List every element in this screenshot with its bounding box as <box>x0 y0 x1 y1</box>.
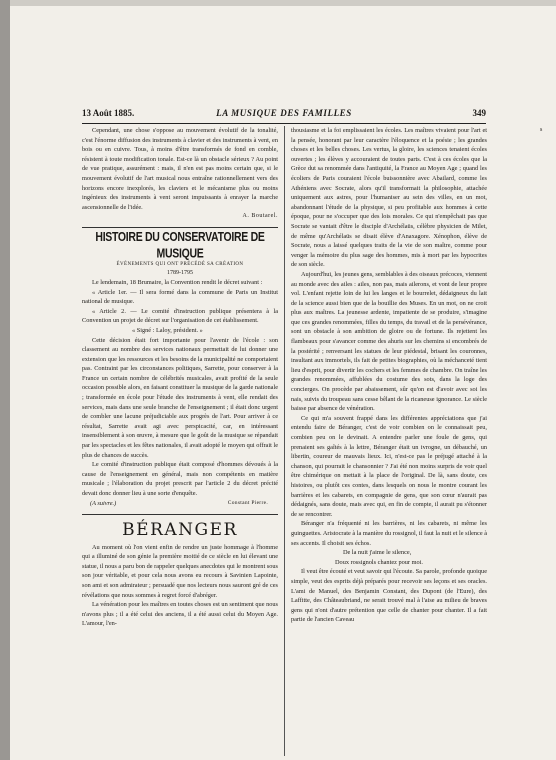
poem-line: Doux rossignols chantez pour moi. <box>335 558 423 566</box>
article-paragraph: Au moment où l'on vient enfin de rendre un juste hommage à l'homme qui a illuminé de son génie la première moitié de ce siècle en lui élevant une statue, il nous a paru bon de rappeler quelques anecdotes qui le montrent sous son jour véritable, et pour cela nous avons eu recours à Savinien Lapointe, son ami et son admirateur ; persuadé que nos lecteurs nous sauront gré de ces révélations que nous sommes à regret forcé d'abréger. <box>82 543 278 599</box>
poem-line: De la nuit j'aime le silence, <box>343 549 412 557</box>
article-paragraph: Le lendemain, 18 Brumaire, la Convention rendit le décret suivant : <box>92 278 263 286</box>
column-rule <box>284 126 285 756</box>
article-paragraph: Béranger n'a fréquenté ni les barrières, ni les cabarets, ni même les guinguettes. Aristocrate à la manière du rossignol, il faut la nuit et le silence à ses accents. Il choisit ses échos. <box>291 520 487 547</box>
conservatoire-subheading: ÉVÉNEMENTS QUI ONT PRÉCÉDÉ SA CRÉATION <box>116 261 244 267</box>
decree-article-1: « Article 1er. — Il sera formé dans la commune de Paris un Institut national de musique. <box>82 288 278 306</box>
corner-mark: s <box>540 127 543 133</box>
section-divider <box>82 514 278 515</box>
decree-signature: « Signé : Laloy, président. » <box>132 326 203 334</box>
article-paragraph: Cependant, une chose s'oppose au mouvement évolutif de la tonalité, c'est l'énorme diffusion des instruments à clavier et des instruments à vent, en bois ou en cuivre. Tous, à moins d'être transformés de fond en comble, résistent à toute modification tonale. Est-ce là un obstacle sérieux ? Au point de vue pratique, assurément : mais, il n'en est pas moins certain que, si le mouvement évolutif de l'art musical nous entraîne rationnellement vers des horizons encore inexplorés, les claviers et le mécanisme plus ou moins ingénieux des instruments à vent seront impuissants à enrayer la marche ascensionnelle de l'idée. <box>82 127 278 211</box>
section-divider <box>82 227 278 228</box>
article-paragraph: Le comité d'instruction publique était composé d'hommes dévoués à la cause de l'enseignement en général, mais non compétents en matière musicale ; l'élaboration du projet prescrit par l'article 2 du décret précité devait donc donner lieu à une sorte d'enquête. <box>82 461 278 497</box>
article-paragraph: thousiasme et la foi emplissaient les écoles. Les maîtres vivaient pour l'art et la pensée, honorant par leur caractère l'éloquence et la poésie ; les grandes choses et les belles choses. Les vertus, la gloire, les sciences tenaient écoles ouvertes ; les élèves y accouraient de toutes parts. C'est à ces écoles que la Grèce dut sa renommée dans l'antiquité, la France au Moyen Age ; quand les écoliers de Paris couraient l'école buissonnière avec Abailard, comme les Athéniens avec Socrate, alors qu'il transformait la philosophie, attachée uniquement aux astres, pour l'humaniser au sein des villes, en un mot, abandonnant l'étude de la physique, si peu profitable aux hommes à cette époque, pour ne s'occuper que des lois morales. Ce qui n'empêchait pas que Socrate se vantait d'être le disciple d'Archélaüs, célèbre physicien de Milet, de même qu'Archélaüs se disait élève d'Anaxagore. Xénophon, élève de Socrate, nous a laissé quelques traits de la vie de son maître, comme pour venger la mémoire du plus sage des hommes, mis à mort par les hypocrites de son siècle. <box>291 127 487 269</box>
article-paragraph: Aujourd'hui, les jeunes gens, semblables à des oiseaux précoces, viennent au monde avec des ailes : ailes, non pas, mais ailerons, et vont de leur propre vol. L'enfant rejette loin de lui les langes et le bourrelet, dédaigneux du lait de la science aussi bien que de la bouillie des Muses. En un mot, on ne croit plus aux maîtres. La jeunesse ardente, impatiente de se produire, s'imagine que ces grandes renommées, filles du temps, du travail et de la persévérance, sont un obstacle à son ambition de gloire ou de fortune. Ils rejettent les flambeaux pour s'avancer comme des ahuris sur les chemins si encombrés de la postérité ; renversant les statues de leur piédestal, brisant les couronnes, insultant aux immortels, ils fait de petites biographies, où la méchanceté tient lieu d'esprit, pour divertir les cochers et les femmes de chambre. On traîne les grandes renommées, affublées du costume des sots, dans la loge des concierges. On procède par abaissement, sûr qu'on est d'avoir avec soi les nais, suivis du troupeau sans cesse bêlant de la ricaneuse ignorance. Le siècle baisse par absence de vénération. <box>291 270 487 413</box>
author-signature: Constant Pierre. <box>227 499 268 506</box>
page-number: 349 <box>472 108 486 118</box>
decree-article-2: « Article 2. — Le comité d'instruction publique présentera à la Convention un projet de décret sur l'organisation de cet établissement. <box>82 307 278 325</box>
header-rule <box>82 123 486 124</box>
page-header <box>82 108 486 122</box>
continuation-row <box>82 499 278 509</box>
left-column <box>82 126 278 629</box>
author-signature: A. Boutarel. <box>242 213 278 220</box>
scan-edge <box>0 0 10 760</box>
article-paragraph: Ce qui m'a souvent frappé dans les différentes appréciations que j'ai entendu faire de Béranger, c'est de voir combien on le connaissait peu, combien peu on le devinait. A entendre parler une foule de gens, qui prenaient ses gaîtés à la lettre, Béranger était un ivrogne, un débauché, un libertin, coureur de mauvais lieux. Ici, n'est-ce pas le préjugé attaché à la chanson, qui pourrait le chansonnier ? J'ai été non moins surpris de voir quel être chimérique on mettait à la place de l'original. De là, sans doute, ces histoires, ou plutôt ces contes, dans lesquels on nous le montre courant les barrières et les cabarets, en compagnie de gens, que son cœur n'aurait pas dédaignés, sans doute, mais avec qui, en fin de compte, il aurait pu s'étonner de se rencontrer. <box>291 414 487 518</box>
right-column <box>291 126 487 625</box>
conservatoire-dates: 1789-1795 <box>167 269 193 276</box>
article-paragraph: Cette décision était fort importante pour l'avenir de l'école : son classement au nombre des services nationaux permettait de lui donner une extension que les ressources et les besoins de la municipalité ne comportaient pas. Contraint par les circonstances politiques, Sarrette, pour conserver à la France un certain nombre de célébrités musicales, avait profité de la seule occasion possible alors, en faisant constituer la musique de la garde nationale ; transformée en école pour l'étude des instruments à vent, elle rendait des services, mais dans une seule branche de l'enseignement ; il était donc urgent de combler une lacune préjudiciable aux progrès de l'art. Pour arriver à ce résultat, Sarrette avait agi avec perspicacité, car, en intéressant insensiblement à son œuvre, à mesure que le goût de la musique se répandait par les spectacles et les fêtes nationales, il avait adopté le moyen qui offrait le plus de chances de succès. <box>82 336 278 459</box>
beranger-heading: BÉRANGER <box>122 519 238 540</box>
article-paragraph: Il veut être écouté et veut savoir qui l'écoute. Sa parole, profonde quoique simple, veut des esprits déjà préparés pour recevoir ses leçons et ses oracles. L'ami de Manuel, des Benjamin Constant, des Dupont (de l'Eure), des Laffitte, des Châteaubriand, ne serait trouvé mal à l'aise au milieu de braves gens qui n'ont d'autre prétention que celle de chanter pour chanter. Il a fait partie de l'ancien Caveau <box>291 568 487 624</box>
conservatoire-heading: HISTOIRE DU CONSERVATOIRE DE MUSIQUE <box>95 229 265 261</box>
issue-date: 13 Août 1885. <box>82 108 135 118</box>
to-be-continued: (A suivre.) <box>90 499 117 507</box>
article-paragraph: La vénération pour les maîtres en toutes choses est un sentiment que nous n'avons plus ; il a été celui des anciens, il a été aussi celui du Moyen Age. L'amour, l'en- <box>82 601 278 628</box>
journal-title: LA MUSIQUE DES FAMILLES <box>216 108 352 118</box>
